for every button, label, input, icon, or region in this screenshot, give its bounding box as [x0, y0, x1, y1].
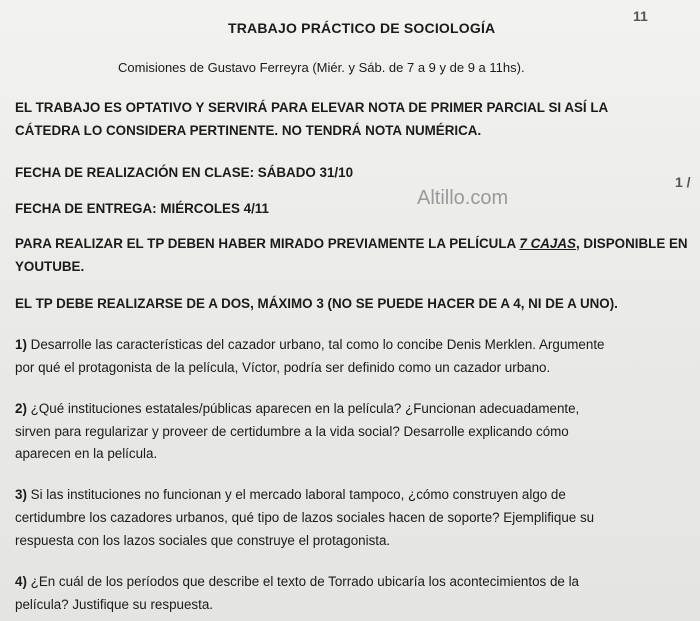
question-3-line-3: respuesta con los lazos sociales que construye el protagonista.: [15, 533, 391, 548]
question-4-line-2: película? Justifique su respuesta.: [15, 597, 214, 612]
question-2-line-3: aparecen en la película.: [15, 446, 158, 461]
question-2-number: 2): [15, 401, 27, 416]
document-subtitle: Comisiones de Gustavo Ferreyra (Miér. y Sáb. de 7 a 9 y de 9 a 11hs).: [118, 60, 525, 75]
question-1-text-1: Desarrolle las características del cazador urbano, tal como lo concibe Denis Merklen. Argumente: [30, 337, 605, 352]
margin-mark-right: 1 /: [675, 174, 691, 190]
fecha-entrega: FECHA DE ENTREGA: MIÉRCOLES 4/11: [15, 201, 269, 216]
question-1-line-1: [15, 338, 605, 351]
notice-line-2: CÁTEDRA LO CONSIDERA PERTINENTE. NO TENDRÁ NOTA NUMÉRICA.: [15, 123, 482, 138]
watermark: Altillo.com: [417, 187, 509, 209]
question-4-number: 4): [15, 574, 27, 589]
grupos-rule: EL TP DEBE REALIZARSE DE A DOS, MÁXIMO 3 (NO SE PUEDE HACER DE A 4, NI DE A UNO).: [15, 296, 618, 311]
notice-line-1: EL TRABAJO ES OPTATIVO Y SERVIRÁ PARA ELEVAR NOTA DE PRIMER PARCIAL SI ASÍ LA: [15, 100, 609, 115]
question-3-text-1: Si las instituciones no funcionan y el mercado laboral tampoco, ¿cómo construyen algo de: [30, 487, 566, 502]
question-3-line-2: certidumbre los cazadores urbanos, qué tipo de lazos sociales hacen de soporte? Ejemplifique su: [15, 510, 595, 525]
pelicula-title: 7 CAJAS: [519, 236, 576, 251]
margin-mark-top: 11: [633, 8, 648, 24]
pelicula-line-2: YOUTUBE.: [15, 259, 85, 274]
question-2-line-1: [15, 402, 579, 415]
pelicula-text-before: PARA REALIZAR EL TP DEBEN HABER MIRADO PREVIAMENTE LA PELÍCULA: [15, 236, 520, 251]
question-1-line-2: por qué el protagonista de la película, Víctor, podría ser definido como un cazador urbano.: [15, 360, 551, 375]
pelicula-line-1: [15, 237, 688, 250]
question-3-line-1: [15, 488, 566, 501]
document-title: TRABAJO PRÁCTICO DE SOCIOLOGÍA: [228, 20, 496, 36]
question-1-number: 1): [15, 337, 27, 352]
question-3-number: 3): [15, 487, 27, 502]
pelicula-text-after: , DISPONIBLE EN: [575, 236, 688, 251]
fecha-realizacion: FECHA DE REALIZACIÓN EN CLASE: SÁBADO 31/10: [15, 165, 354, 180]
question-2-text-1: ¿Qué instituciones estatales/públicas aparecen en la película? ¿Funcionan adecuadamente,: [30, 401, 580, 416]
question-4-text-1: ¿En cuál de los períodos que describe el texto de Torrado ubicaría los acontecimientos de la: [30, 574, 580, 589]
question-4-line-1: [15, 575, 579, 588]
question-2-line-2: sirven para regularizar y proveer de certidumbre a la vida social? Desarrolle explicando cómo: [15, 424, 569, 439]
